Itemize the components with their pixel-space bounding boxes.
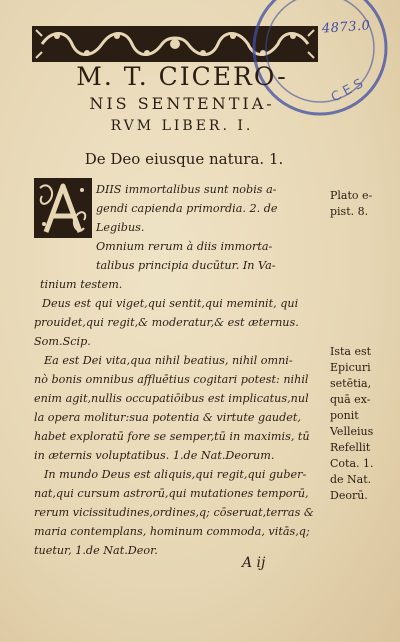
text-line: prouidet,qui regit,& moderatur,& est æternus. [34, 316, 299, 329]
text-line: In mundo Deus est aliquis,qui regit,qui guber- [44, 468, 307, 481]
margin-note-line: Epicuri [330, 361, 371, 374]
text-line: nò bonis omnibus affluētius cogitari potest: nihil [34, 373, 309, 386]
title-line-1: M. T. CICERO- [76, 62, 288, 91]
text-line: talibus principia ducūtur. In Va- [96, 259, 276, 272]
title-line-3: RVM LIBER. I. [110, 118, 254, 134]
text-line: in æternis voluptatibus. 1.de Nat.Deorum. [34, 449, 275, 462]
text-line: tinium testem. [40, 278, 123, 291]
text-line: Ea est Dei vita,qua nihil beatius, nihil omni- [44, 354, 293, 367]
text-line: DIIS immortalibus sunt nobis a- [96, 183, 277, 196]
text-line: Legibus. [96, 221, 145, 234]
margin-note-epicurus [330, 344, 400, 504]
text-line: Deus est qui viget,qui sentit,qui meminit, qui [42, 297, 299, 310]
margin-note-line: ponit [330, 409, 359, 422]
margin-note-line: Deorū. [330, 489, 368, 502]
shelfmark: 4873.0 [321, 18, 371, 37]
text-line: tuetur, 1.de Nat.Deor. [34, 544, 158, 557]
margin-note-line: setētia, [330, 377, 372, 390]
margin-note-line: Refellit [330, 441, 371, 454]
signature-mark: A ij [242, 555, 266, 571]
margin-note-line: pist. 8. [330, 205, 369, 218]
margin-note-line: quā ex- [330, 393, 371, 406]
text-line: habet exploratū fore se semper,tū in maximis, tū [34, 430, 310, 443]
text-line: rerum vicissitudines,ordines,q; cōseruat,terras & [34, 506, 314, 519]
text-line: enim agit,nullis occupatiōibus est implicatus,nul [34, 392, 309, 405]
text-line: nat,qui cursum astrorū,qui mutationes temporū, [34, 487, 309, 500]
text-line: gendi capienda primordia. 2. de [96, 202, 278, 215]
margin-note-line: Velleius [330, 425, 374, 438]
margin-note-line: Plato e- [330, 189, 373, 202]
stamp-text: C E S [328, 76, 366, 106]
margin-note-line: de Nat. [330, 473, 372, 486]
main-text [34, 180, 328, 560]
margin-note-plato [330, 188, 400, 220]
text-line: la opera molitur:sua potentia & virtute gaudet, [34, 411, 301, 424]
margin-note-line: Ista est [330, 345, 372, 358]
text-line: maria contemplans, hominum commoda, vitās,q; [34, 525, 310, 538]
title-line-2: NIS SENTENTIA- [89, 94, 275, 113]
section-heading: De Deo eiusque natura. 1. [84, 150, 284, 168]
text-line: Omnium rerum à diis immorta- [96, 240, 273, 253]
text-line: Som.Scip. [34, 335, 91, 348]
margin-note-line: Cota. 1. [330, 457, 374, 470]
